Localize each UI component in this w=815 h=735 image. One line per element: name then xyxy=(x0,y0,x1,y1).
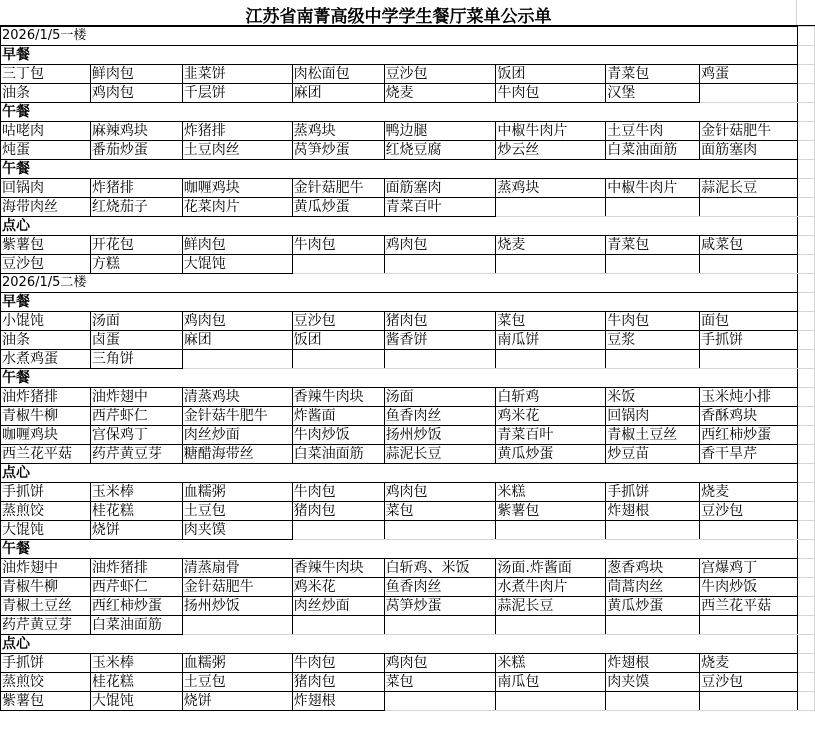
menu-row xyxy=(1,312,815,331)
grid-edge-cell xyxy=(798,635,815,654)
menu-cell: 麻辣鸡块 xyxy=(90,122,182,141)
menu-cell: 花菜肉片 xyxy=(182,198,292,217)
menu-cell xyxy=(700,198,798,217)
menu-cell: 烧饼 xyxy=(182,692,292,711)
menu-cell: 西芹虾仁 xyxy=(90,578,182,597)
menu-cell: 炸翅根 xyxy=(606,654,700,673)
grid-edge-cell xyxy=(798,198,815,217)
menu-cell: 白斩鸡 xyxy=(496,388,606,407)
menu-cell: 蒸煎饺 xyxy=(1,673,91,692)
menu-cell: 牛肉包 xyxy=(496,84,606,103)
menu-cell: 方糕 xyxy=(90,255,182,274)
menu-cell: 鸡肉包 xyxy=(384,236,496,255)
menu-cell xyxy=(384,521,496,540)
menu-cell: 烧麦 xyxy=(700,483,798,502)
menu-cell: 面筋塞肉 xyxy=(384,179,496,198)
menu-cell xyxy=(182,616,292,635)
grid-edge-cell xyxy=(798,483,815,502)
menu-cell: 炒豆苗 xyxy=(606,445,700,464)
menu-cell: 牛肉炒饭 xyxy=(292,426,384,445)
menu-cell: 西兰花平菇 xyxy=(1,445,91,464)
menu-cell: 玉米炖小排 xyxy=(700,388,798,407)
menu-cell: 金针菇肥牛 xyxy=(182,578,292,597)
menu-cell: 豆沙包 xyxy=(292,312,384,331)
menu-cell: 炖蛋 xyxy=(1,141,91,160)
menu-cell: 油炸猪排 xyxy=(1,388,91,407)
menu-cell: 饭团 xyxy=(496,65,606,84)
menu-cell xyxy=(292,521,384,540)
menu-cell: 豆沙包 xyxy=(1,255,91,274)
grid-edge-cell xyxy=(798,388,815,407)
menu-cell: 三角饼 xyxy=(90,350,182,369)
menu-row xyxy=(1,426,815,445)
meal-header-row xyxy=(1,46,815,65)
menu-cell: 青菜包 xyxy=(606,65,700,84)
grid-edge-cell xyxy=(798,27,815,46)
page-title: 江苏省南菁高级中学学生餐厅菜单公示单 xyxy=(245,7,552,27)
menu-cell: 香辣牛肉块 xyxy=(292,388,384,407)
menu-cell: 猪肉包 xyxy=(292,502,384,521)
grid-edge-cell xyxy=(798,559,815,578)
menu-cell: 玉米棒 xyxy=(90,483,182,502)
menu-cell: 清蒸鸡块 xyxy=(182,388,292,407)
menu-cell: 烧麦 xyxy=(700,654,798,673)
menu-row xyxy=(1,122,815,141)
menu-cell: 金针菇肥牛 xyxy=(700,122,798,141)
meal-header: 早餐 xyxy=(1,293,798,312)
grid-edge-cell xyxy=(798,46,815,65)
menu-cell: 菜包 xyxy=(496,312,606,331)
menu-cell xyxy=(606,616,700,635)
menu-cell: 青菜百叶 xyxy=(496,426,606,445)
meal-header: 午餐 xyxy=(1,369,798,388)
menu-row xyxy=(1,483,815,502)
menu-cell: 血糯粥 xyxy=(182,483,292,502)
menu-cell: 玉米棒 xyxy=(90,654,182,673)
menu-cell: 葱香鸡块 xyxy=(606,559,700,578)
menu-cell xyxy=(606,198,700,217)
menu-row xyxy=(1,388,815,407)
menu-cell xyxy=(384,255,496,274)
menu-cell: 香酥鸡块 xyxy=(700,407,798,426)
menu-row xyxy=(1,350,815,369)
menu-cell: 油炸猪排 xyxy=(90,559,182,578)
menu-cell: 炸翅根 xyxy=(292,692,384,711)
menu-cell: 肉丝炒面 xyxy=(182,426,292,445)
grid-edge-cell xyxy=(798,65,815,84)
menu-cell: 手抓饼 xyxy=(606,483,700,502)
grid-edge-cell xyxy=(798,540,815,559)
menu-cell: 肉丝炒面 xyxy=(292,597,384,616)
menu-cell: 青菜包 xyxy=(606,236,700,255)
menu-cell: 西兰花平菇 xyxy=(700,597,798,616)
meal-header-row xyxy=(1,369,815,388)
menu-cell: 莴笋炒蛋 xyxy=(384,597,496,616)
menu-cell xyxy=(292,616,384,635)
menu-cell xyxy=(606,255,700,274)
menu-cell: 咖喱鸡块 xyxy=(182,179,292,198)
menu-cell: 咕咾肉 xyxy=(1,122,91,141)
menu-cell xyxy=(700,350,798,369)
menu-cell: 蒜泥长豆 xyxy=(700,179,798,198)
menu-cell xyxy=(496,350,606,369)
menu-cell: 炸酱面 xyxy=(292,407,384,426)
menu-row xyxy=(1,692,815,711)
menu-cell: 油炸翅中 xyxy=(1,559,91,578)
meal-header-row xyxy=(1,464,815,483)
menu-cell: 番茄炒蛋 xyxy=(90,141,182,160)
menu-cell: 大馄饨 xyxy=(182,255,292,274)
menu-cell: 回锅肉 xyxy=(606,407,700,426)
meal-header-row xyxy=(1,540,815,559)
grid-edge-cell xyxy=(798,255,815,274)
grid-edge-cell xyxy=(798,597,815,616)
menu-cell: 菜包 xyxy=(384,673,496,692)
menu-cell: 清蒸扇骨 xyxy=(182,559,292,578)
menu-cell xyxy=(496,255,606,274)
menu-cell: 蒜泥长豆 xyxy=(496,597,606,616)
menu-row xyxy=(1,407,815,426)
menu-cell: 土豆包 xyxy=(182,673,292,692)
menu-cell: 韭菜饼 xyxy=(182,65,292,84)
menu-cell xyxy=(496,616,606,635)
menu-cell xyxy=(496,692,606,711)
menu-row xyxy=(1,673,815,692)
menu-cell xyxy=(700,84,798,103)
menu-cell: 白斩鸡、米饭 xyxy=(384,559,496,578)
menu-cell: 油条 xyxy=(1,331,91,350)
menu-cell: 汤面 xyxy=(90,312,182,331)
menu-cell: 咖喱鸡块 xyxy=(1,426,91,445)
menu-row xyxy=(1,236,815,255)
grid-edge-cell xyxy=(798,692,815,711)
menu-cell: 鱼香肉丝 xyxy=(384,407,496,426)
menu-cell: 饭团 xyxy=(292,331,384,350)
menu-cell: 回锅肉 xyxy=(1,179,91,198)
grid-edge-cell xyxy=(798,103,815,122)
menu-cell xyxy=(384,692,496,711)
menu-cell: 紫薯包 xyxy=(1,692,91,711)
menu-row xyxy=(1,654,815,673)
menu-cell xyxy=(384,350,496,369)
grid-edge-cell xyxy=(798,350,815,369)
menu-cell: 烧饼 xyxy=(90,521,182,540)
grid-edge-cell xyxy=(798,312,815,331)
menu-cell: 炸猪排 xyxy=(182,122,292,141)
menu-cell: 油条 xyxy=(1,84,91,103)
meal-header: 午餐 xyxy=(1,160,798,179)
menu-cell: 水煮牛肉片 xyxy=(496,578,606,597)
menu-cell: 中椒牛肉片 xyxy=(496,122,606,141)
menu-cell: 宫保鸡丁 xyxy=(90,426,182,445)
menu-row xyxy=(1,559,815,578)
meal-header-row xyxy=(1,635,815,654)
meal-header-row xyxy=(1,217,815,236)
menu-cell: 青椒牛柳 xyxy=(1,407,91,426)
grid-edge-cell xyxy=(798,464,815,483)
meal-header: 午餐 xyxy=(1,103,798,122)
menu-cell: 麻团 xyxy=(182,331,292,350)
menu-cell: 卤蛋 xyxy=(90,331,182,350)
menu-cell: 药芹黄豆芽 xyxy=(1,616,91,635)
date-row xyxy=(1,27,815,46)
menu-row xyxy=(1,597,815,616)
date-label: 2026/1/5二楼 xyxy=(1,274,798,293)
grid-edge-cell xyxy=(798,407,815,426)
menu-cell: 鸡肉包 xyxy=(90,84,182,103)
meal-header: 点心 xyxy=(1,464,798,483)
menu-cell: 青椒土豆丝 xyxy=(1,597,91,616)
menu-cell: 小馄饨 xyxy=(1,312,91,331)
menu-cell: 鲜肉包 xyxy=(90,65,182,84)
menu-cell xyxy=(700,692,798,711)
menu-cell: 水煮鸡蛋 xyxy=(1,350,91,369)
menu-cell: 土豆包 xyxy=(182,502,292,521)
grid-edge-cell xyxy=(798,179,815,198)
menu-row xyxy=(1,255,815,274)
menu-cell: 麻团 xyxy=(292,84,384,103)
menu-cell: 豆沙包 xyxy=(700,673,798,692)
menu-cell: 鲜肉包 xyxy=(182,236,292,255)
grid-edge-cell xyxy=(798,236,815,255)
menu-cell: 猪肉包 xyxy=(384,312,496,331)
menu-cell: 糖醋海带丝 xyxy=(182,445,292,464)
menu-cell: 酱香饼 xyxy=(384,331,496,350)
menu-cell: 南瓜包 xyxy=(496,673,606,692)
grid-edge-cell xyxy=(798,274,815,293)
menu-cell: 蒸煎饺 xyxy=(1,502,91,521)
menu-cell: 青椒牛柳 xyxy=(1,578,91,597)
menu-cell: 豆沙包 xyxy=(700,502,798,521)
menu-row xyxy=(1,502,815,521)
grid-edge-cell xyxy=(798,654,815,673)
menu-cell: 千层饼 xyxy=(182,84,292,103)
menu-cell: 炸猪排 xyxy=(90,179,182,198)
grid-edge-cell xyxy=(798,369,815,388)
menu-cell: 烧麦 xyxy=(384,84,496,103)
menu-cell: 三丁包 xyxy=(1,65,91,84)
menu-cell xyxy=(606,350,700,369)
menu-cell xyxy=(606,521,700,540)
menu-cell: 西红柿炒蛋 xyxy=(90,597,182,616)
menu-cell: 豆沙包 xyxy=(384,65,496,84)
menu-cell: 牛肉炒饭 xyxy=(700,578,798,597)
grid-edge-cell xyxy=(798,293,815,312)
menu-row xyxy=(1,331,815,350)
menu-cell: 牛肉包 xyxy=(292,236,384,255)
meal-header-row xyxy=(1,293,815,312)
menu-cell: 黄瓜炒蛋 xyxy=(292,198,384,217)
menu-cell xyxy=(700,521,798,540)
menu-row xyxy=(1,616,815,635)
menu-cell: 红烧豆腐 xyxy=(384,141,496,160)
menu-row xyxy=(1,578,815,597)
menu-cell: 中椒牛肉片 xyxy=(606,179,700,198)
meal-header: 早餐 xyxy=(1,46,798,65)
grid-edge-cell xyxy=(798,578,815,597)
menu-cell: 汉堡 xyxy=(606,84,700,103)
menu-cell: 白菜油面筋 xyxy=(292,445,384,464)
menu-cell: 黄瓜炒蛋 xyxy=(496,445,606,464)
date-row xyxy=(1,274,815,293)
menu-cell: 牛肉包 xyxy=(292,483,384,502)
menu-cell: 牛肉包 xyxy=(292,654,384,673)
menu-cell: 肉夹馍 xyxy=(182,521,292,540)
menu-cell: 鸭边腿 xyxy=(384,122,496,141)
menu-cell: 油炸翅中 xyxy=(90,388,182,407)
grid-edge-cell xyxy=(798,616,815,635)
grid-edge-cell xyxy=(798,122,815,141)
grid-edge-cell xyxy=(798,502,815,521)
grid-edge-cell xyxy=(798,141,815,160)
menu-cell: 金针菇牛肥牛 xyxy=(182,407,292,426)
menu-cell xyxy=(292,255,384,274)
menu-cell: 紫薯包 xyxy=(1,236,91,255)
menu-cell: 土豆肉丝 xyxy=(182,141,292,160)
menu-cell xyxy=(384,616,496,635)
menu-cell: 紫薯包 xyxy=(496,502,606,521)
menu-cell xyxy=(700,255,798,274)
menu-cell: 菜包 xyxy=(384,502,496,521)
menu-cell: 香干旱芹 xyxy=(700,445,798,464)
menu-cell: 扬州炒饭 xyxy=(182,597,292,616)
menu-cell: 茼蒿肉丝 xyxy=(606,578,700,597)
menu-cell xyxy=(182,350,292,369)
menu-cell: 大馄饨 xyxy=(1,521,91,540)
menu-cell: 大馄饨 xyxy=(90,692,182,711)
menu-cell: 桂花糕 xyxy=(90,673,182,692)
menu-cell: 白菜油面筋 xyxy=(606,141,700,160)
menu-cell: 香辣牛肉块 xyxy=(292,559,384,578)
menu-cell xyxy=(700,616,798,635)
menu-cell: 炸翅根 xyxy=(606,502,700,521)
menu-cell: 手抓饼 xyxy=(1,654,91,673)
menu-cell: 莴笋炒蛋 xyxy=(292,141,384,160)
title-row xyxy=(0,0,815,26)
meal-header: 点心 xyxy=(1,635,798,654)
menu-cell: 金针菇肥牛 xyxy=(292,179,384,198)
menu-cell: 鸡肉包 xyxy=(384,483,496,502)
menu-cell: 西芹虾仁 xyxy=(90,407,182,426)
menu-cell: 牛肉包 xyxy=(606,312,700,331)
menu-cell: 鸡蛋 xyxy=(700,65,798,84)
meal-header: 点心 xyxy=(1,217,798,236)
menu-cell: 米饭 xyxy=(606,388,700,407)
menu-cell: 肉松面包 xyxy=(292,65,384,84)
menu-cell: 蒸鸡块 xyxy=(496,179,606,198)
meal-header: 午餐 xyxy=(1,540,798,559)
menu-row xyxy=(1,65,815,84)
menu-cell: 面筋塞肉 xyxy=(700,141,798,160)
menu-cell: 面包 xyxy=(700,312,798,331)
menu-cell: 土豆牛肉 xyxy=(606,122,700,141)
menu-row xyxy=(1,141,815,160)
menu-cell: 米糕 xyxy=(496,654,606,673)
menu-cell: 宫爆鸡丁 xyxy=(700,559,798,578)
menu-cell: 红烧茄子 xyxy=(90,198,182,217)
menu-cell: 米糕 xyxy=(496,483,606,502)
date-label: 2026/1/5一楼 xyxy=(1,27,798,46)
grid-edge-cell xyxy=(798,521,815,540)
menu-cell: 药芹黄豆芽 xyxy=(90,445,182,464)
meal-header-row xyxy=(1,160,815,179)
grid-edge-cell xyxy=(798,331,815,350)
menu-cell: 鸡肉包 xyxy=(384,654,496,673)
menu-table xyxy=(0,26,815,711)
menu-cell: 黄瓜炒蛋 xyxy=(606,597,700,616)
menu-row xyxy=(1,84,815,103)
menu-cell: 开花包 xyxy=(90,236,182,255)
menu-cell xyxy=(606,692,700,711)
menu-cell: 血糯粥 xyxy=(182,654,292,673)
menu-cell: 鸡米花 xyxy=(496,407,606,426)
menu-cell xyxy=(496,198,606,217)
grid-edge-cell xyxy=(798,426,815,445)
menu-cell: 青菜百叶 xyxy=(384,198,496,217)
menu-cell: 鱼香肉丝 xyxy=(384,578,496,597)
menu-row xyxy=(1,521,815,540)
menu-cell xyxy=(496,521,606,540)
menu-cell: 手抓饼 xyxy=(1,483,91,502)
menu-cell: 烧麦 xyxy=(496,236,606,255)
menu-cell: 海带肉丝 xyxy=(1,198,91,217)
menu-cell: 白菜油面筋 xyxy=(90,616,182,635)
grid-edge xyxy=(796,0,815,25)
grid-edge-cell xyxy=(798,673,815,692)
menu-cell: 猪肉包 xyxy=(292,673,384,692)
menu-cell: 汤面.炸酱面 xyxy=(496,559,606,578)
menu-cell: 手抓饼 xyxy=(700,331,798,350)
menu-cell: 蒸鸡块 xyxy=(292,122,384,141)
menu-cell: 扬州炒饭 xyxy=(384,426,496,445)
meal-header-row xyxy=(1,103,815,122)
menu-cell: 咸菜包 xyxy=(700,236,798,255)
grid-edge-cell xyxy=(798,445,815,464)
menu-cell xyxy=(292,350,384,369)
menu-cell: 西红柿炒蛋 xyxy=(700,426,798,445)
menu-cell: 桂花糕 xyxy=(90,502,182,521)
grid-edge-cell xyxy=(798,84,815,103)
grid-edge-cell xyxy=(798,217,815,236)
menu-cell: 豆浆 xyxy=(606,331,700,350)
menu-row xyxy=(1,179,815,198)
menu-cell: 蒜泥长豆 xyxy=(384,445,496,464)
menu-row xyxy=(1,445,815,464)
grid-edge-cell xyxy=(798,160,815,179)
menu-row xyxy=(1,198,815,217)
menu-cell: 炒云丝 xyxy=(496,141,606,160)
menu-cell: 汤面 xyxy=(384,388,496,407)
menu-cell: 青椒土豆丝 xyxy=(606,426,700,445)
menu-cell: 南瓜饼 xyxy=(496,331,606,350)
menu-cell: 肉夹馍 xyxy=(606,673,700,692)
menu-cell: 鸡米花 xyxy=(292,578,384,597)
menu-cell: 鸡肉包 xyxy=(182,312,292,331)
